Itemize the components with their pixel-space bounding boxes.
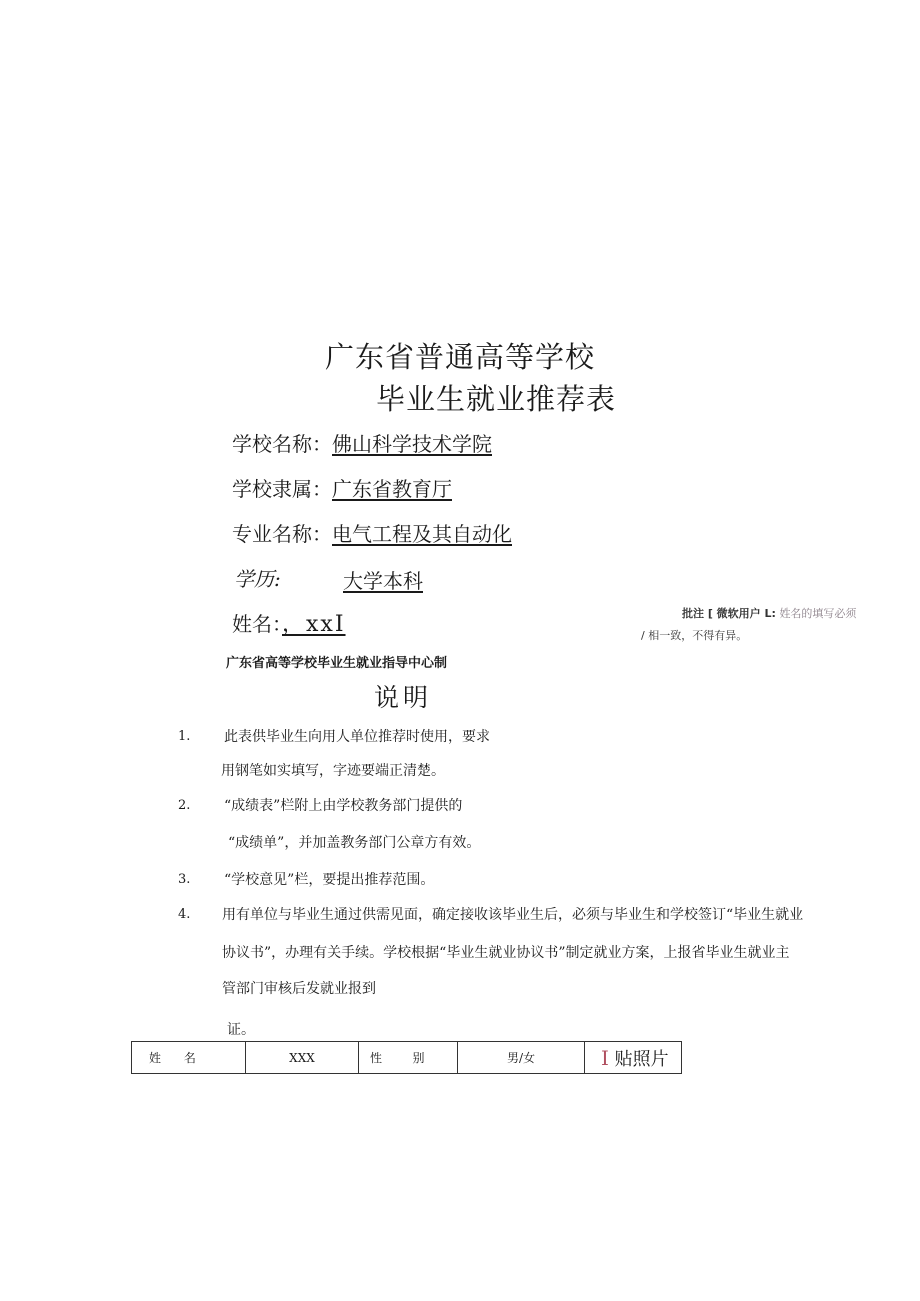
item-number: 4.	[178, 907, 191, 922]
instruction-line: “成绩单”，并加盖教务部门公章方有效。	[228, 835, 481, 851]
field-value: ，xxI	[282, 612, 346, 637]
field-label: 专业名称：	[232, 522, 332, 546]
photo-cell[interactable]	[585, 1042, 682, 1074]
cursor-mark: I	[601, 1045, 609, 1070]
field-student-name	[232, 607, 346, 638]
item-number: 2.	[178, 798, 191, 813]
field-label: 学校隶属：	[232, 477, 332, 501]
gender-label-cell	[359, 1042, 458, 1074]
review-comment	[682, 605, 856, 621]
gender-value: 男/女	[506, 1051, 536, 1065]
instruction-line: 用有单位与毕业生通过供需见面，确定接收该毕业生后，必须与毕业生和学校签订“毕业生就业	[222, 907, 804, 923]
item-number: 1.	[178, 729, 191, 744]
field-education-label: 学历:	[234, 567, 281, 591]
issuer-line: 广东省高等学校毕业生就业指导中心制	[226, 656, 448, 671]
document-title-line2: 毕业生就业推荐表	[375, 382, 616, 416]
table-row	[132, 1042, 682, 1074]
item-number: 3.	[178, 872, 191, 887]
document-title-line1: 广东省普通高等学校	[324, 340, 595, 374]
name-label: 姓 名	[149, 1051, 196, 1065]
student-info-table	[131, 1041, 682, 1074]
field-school-affiliation	[232, 473, 452, 502]
gender-label: 性 别	[370, 1051, 425, 1065]
instruction-line: “成绩表”栏附上由学校教务部门提供的	[224, 798, 463, 814]
field-label: 姓名：	[232, 612, 282, 636]
name-value: XXX	[289, 1050, 315, 1065]
instruction-line: 证。	[227, 1022, 255, 1038]
field-value: 广东省教育厅	[332, 477, 452, 501]
name-value-cell[interactable]	[246, 1042, 359, 1074]
instruction-line: 协议书”，办理有关手续。学校根据“毕业生就业协议书”制定就业方案，上报省毕业生就业主	[222, 945, 790, 961]
photo-label: 贴照片	[614, 1048, 669, 1070]
field-major	[232, 518, 512, 547]
field-value: 佛山科学技术学院	[332, 432, 492, 456]
instructions-heading: 说明	[374, 683, 433, 712]
field-value: 电气工程及其自动化	[332, 522, 512, 546]
comment-author: 批注 [ 微软用户 L:	[682, 607, 776, 620]
instruction-line: 此表供毕业生向用人单位推荐时使用，要求	[224, 729, 490, 745]
instruction-line: 管部门审核后发就业报到	[222, 981, 376, 997]
field-value: 大学本科	[343, 569, 423, 593]
comment-text: 姓名的填写必须	[779, 607, 857, 620]
gender-value-cell[interactable]	[458, 1042, 585, 1074]
name-label-cell	[132, 1042, 246, 1074]
instruction-line: “学校意见”栏，要提出推荐范围。	[224, 872, 435, 888]
comment-text-continued: / 相一致，不得有异。	[641, 629, 748, 642]
instruction-line: 用钢笔如实填写，字迹要端正清楚。	[221, 763, 445, 779]
field-label: 学校名称：	[232, 432, 332, 456]
field-school-name	[232, 428, 492, 457]
field-education-value	[343, 565, 423, 594]
